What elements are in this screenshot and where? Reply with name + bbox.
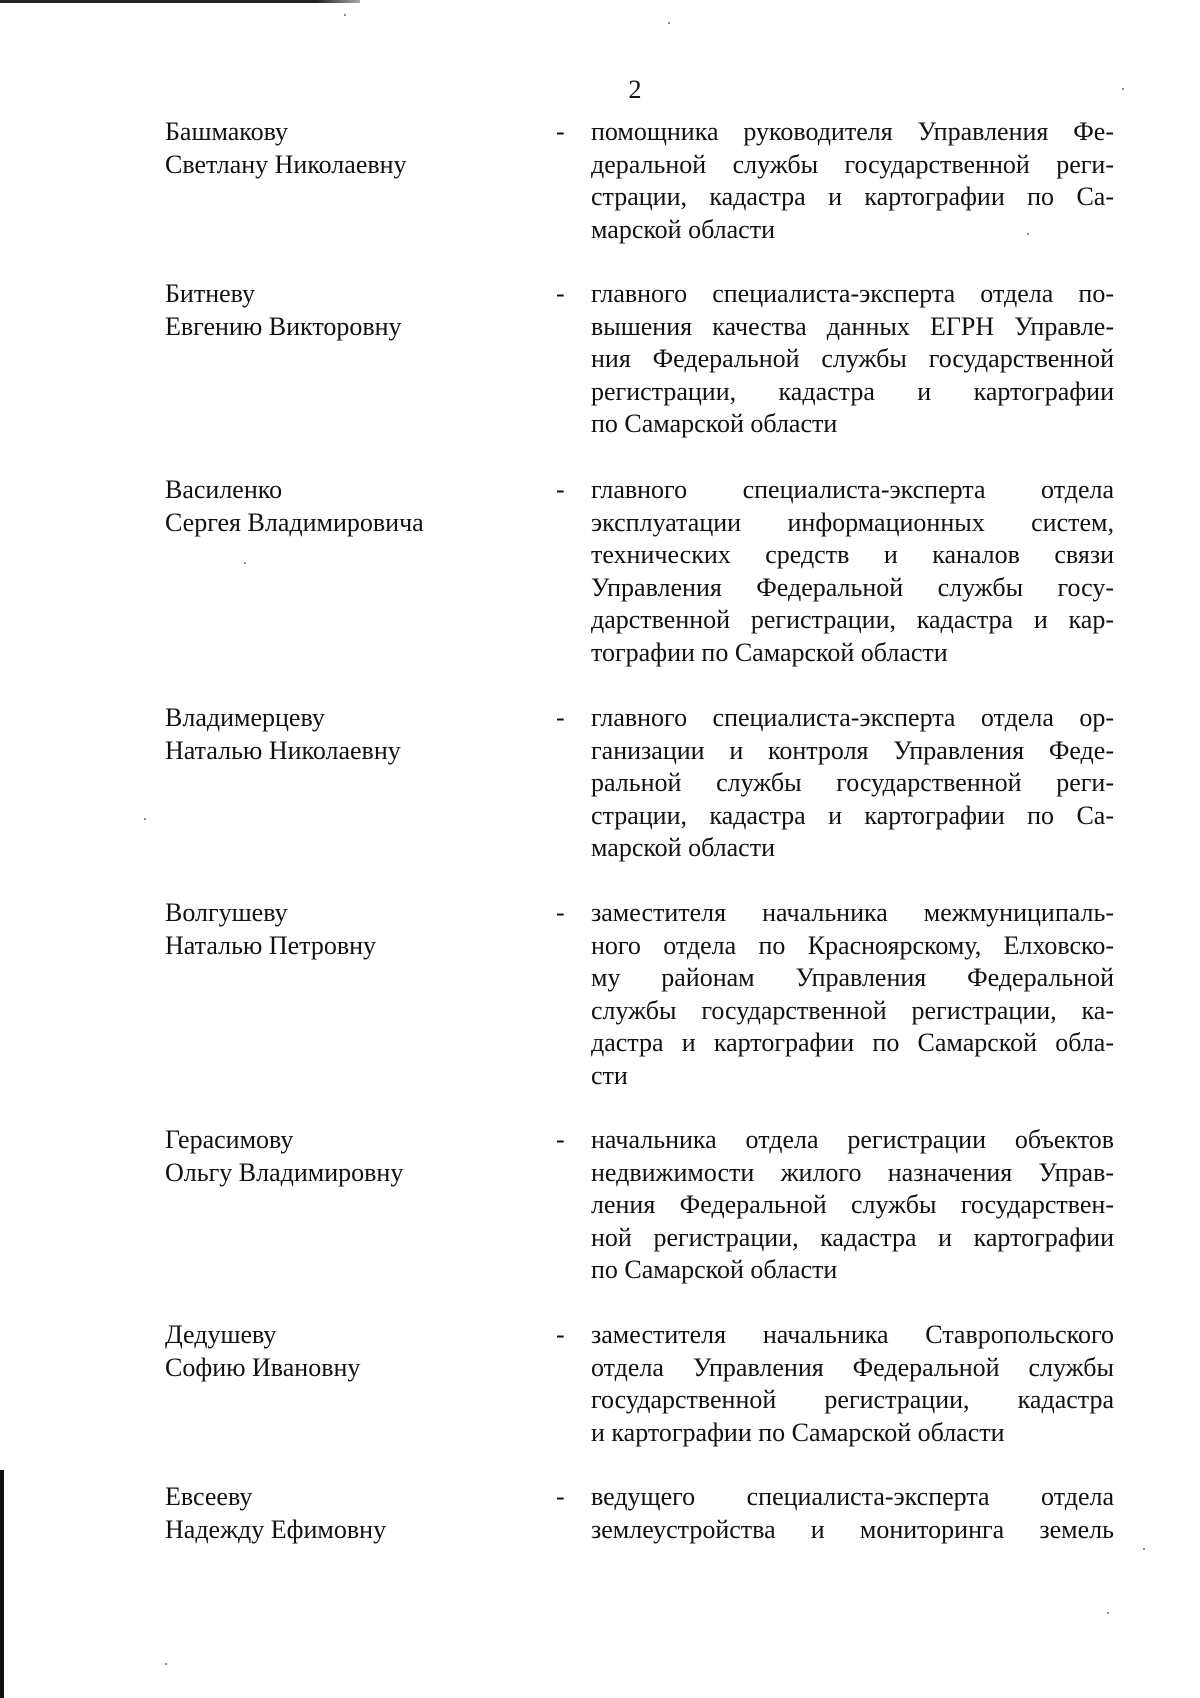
dash-separator: -: [556, 898, 565, 927]
scan-speck: [1027, 233, 1029, 235]
person-name: [165, 702, 545, 767]
position-line: главного специалиста-эксперта отдела ор-: [591, 703, 1114, 732]
position-line: заместителя начальника Ставропольского: [591, 1320, 1114, 1349]
position-line: му районам Управления Федеральной: [591, 963, 1114, 993]
position-line: главного специалиста-эксперта отдела: [591, 475, 1114, 504]
position-line: главного специалиста-эксперта отдела по-: [591, 279, 1114, 308]
scan-speck: [1107, 1612, 1109, 1614]
surname: Владимерцеву: [165, 703, 325, 732]
position-line: вышения качества данных ЕГРН Управле-: [591, 311, 1114, 341]
position-line: тографии по Самарской области: [591, 637, 948, 667]
given-names: Сергея Владимировича: [165, 507, 424, 537]
scan-speck: [165, 1663, 167, 1665]
dash-separator: -: [556, 1125, 565, 1154]
dash-separator: -: [556, 1320, 565, 1349]
position-text: [591, 116, 1114, 246]
position-line: деральной службы государственной реги-: [591, 149, 1114, 179]
position-line: технических средств и каналов связи: [591, 540, 1114, 570]
position-text: [591, 1319, 1114, 1449]
position-line: дарственной регистрации, кадастра и кар-: [591, 605, 1114, 635]
position-line: отдела Управления Федеральной службы: [591, 1352, 1114, 1382]
position-text: [591, 474, 1114, 670]
surname: Волгушеву: [165, 898, 288, 927]
given-names: Светлану Николаевну: [165, 149, 407, 179]
given-names: Надежду Ефимовну: [165, 1514, 387, 1544]
given-names: Наталью Петровну: [165, 930, 377, 960]
given-names: Ольгу Владимировну: [165, 1157, 404, 1187]
position-line: страции, кадастра и картографии по Са-: [591, 800, 1114, 830]
position-line: землеустройства и мониторинга земель: [591, 1514, 1114, 1544]
scan-speck: [244, 562, 246, 564]
surname: Василенко: [165, 475, 283, 504]
scan-speck: [1143, 1548, 1145, 1550]
position-line: марской области: [591, 214, 775, 244]
position-line: ного отдела по Красноярскому, Елховско-: [591, 930, 1114, 960]
position-line: по Самарской области: [591, 1255, 838, 1285]
given-names: Наталью Николаевну: [165, 735, 401, 765]
position-line: ральной службы государственной реги-: [591, 768, 1114, 798]
position-text: [591, 897, 1114, 1093]
page-number: 2: [628, 75, 642, 104]
surname: Герасимову: [165, 1125, 294, 1154]
scan-speck: [344, 14, 346, 16]
position-line: по Самарской области: [591, 409, 838, 439]
dash-separator: -: [556, 703, 565, 732]
position-line: ной регистрации, кадастра и картографии: [591, 1222, 1114, 1252]
surname: Дедушеву: [165, 1320, 277, 1349]
position-line: страции, кадастра и картографии по Са-: [591, 182, 1114, 212]
position-line: государственной регистрации, кадастра: [591, 1385, 1114, 1415]
position-line: заместителя начальника межмуниципаль-: [591, 898, 1114, 927]
surname: Битневу: [165, 279, 256, 308]
person-name: [165, 278, 545, 343]
dash-separator: -: [556, 475, 565, 504]
surname: Башмакову: [165, 117, 289, 146]
scan-speck: [1122, 88, 1124, 90]
position-line: ния Федеральной службы государственной: [591, 344, 1114, 374]
person-name: [165, 474, 545, 539]
person-name: [165, 1124, 545, 1189]
position-text: [591, 702, 1114, 865]
position-line: регистрации, кадастра и картографии: [591, 376, 1114, 406]
person-name: [165, 116, 545, 181]
position-line: сти: [591, 1060, 628, 1090]
position-line: начальника отдела регистрации объектов: [591, 1125, 1114, 1154]
surname: Евсееву: [165, 1482, 253, 1511]
given-names: Софию Ивановну: [165, 1352, 361, 1382]
position-text: [591, 1481, 1114, 1546]
person-name: [165, 1481, 545, 1546]
position-line: помощника руководителя Управления Фе-: [591, 117, 1114, 146]
position-line: марской области: [591, 833, 775, 863]
position-line: недвижимости жилого назначения Управ-: [591, 1157, 1114, 1187]
position-line: дастра и картографии по Самарской обла-: [591, 1028, 1114, 1058]
position-line: службы государственной регистрации, ка-: [591, 995, 1114, 1025]
given-names: Евгению Викторовну: [165, 311, 402, 341]
position-line: эксплуатации информационных систем,: [591, 507, 1114, 537]
position-line: и картографии по Самарской области: [591, 1417, 1005, 1447]
position-text: [591, 278, 1114, 441]
scan-speck: [668, 22, 670, 24]
position-line: ления Федеральной службы государствен-: [591, 1190, 1114, 1220]
dash-separator: -: [556, 1482, 565, 1511]
position-line: ведущего специалиста-эксперта отдела: [591, 1482, 1114, 1511]
person-name: [165, 1319, 545, 1384]
dash-separator: -: [556, 279, 565, 308]
dash-separator: -: [556, 117, 565, 146]
person-name: [165, 897, 545, 962]
scan-speck: [144, 818, 146, 820]
position-text: [591, 1124, 1114, 1287]
position-line: ганизации и контроля Управления Феде-: [591, 735, 1114, 765]
position-line: Управления Федеральной службы госу-: [591, 572, 1114, 602]
